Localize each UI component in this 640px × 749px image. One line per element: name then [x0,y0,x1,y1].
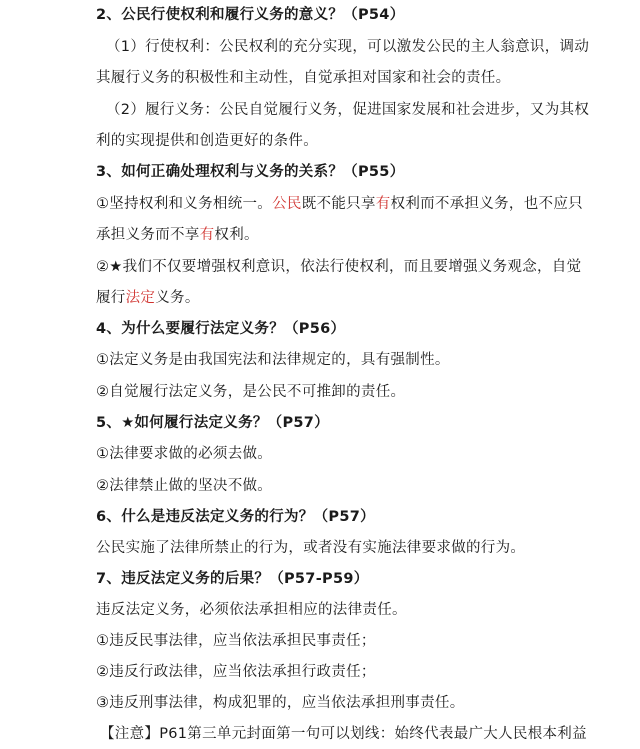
section-3-text: 履行 [96,290,126,306]
section-7-line-4: ③违反刑事法律，构成犯罪的，应当依法承担刑事责任。 [96,695,465,711]
section-5-line-2: ②法律禁止做的坚决不做。 [96,478,273,494]
section-3-point-2-line-1: ②★我们不仅要增强权利意识，依法行使权利，而且要增强义务观念，自觉 [96,259,582,275]
section-2-line-1: （1）行使权利：公民权利的充分实现，可以激发公民的主人翁意识，调动 [106,39,590,55]
section-2-line-4: 利的实现提供和创造更好的条件。 [96,133,318,149]
note-text: 【注意】P61第三单元封面第一句可以划线：始终代表最广大人民根本利益 [100,726,587,742]
section-6-line-1: 公民实施了法律所禁止的行为，或者没有实施法律要求做的行为。 [96,540,526,556]
section-6-heading: 6、什么是违反法定义务的行为？（P57） [96,509,375,525]
highlight-text: 有 [199,227,215,243]
section-4-line-1: ①法定义务是由我国宪法和法律规定的，具有强制性。 [96,352,450,368]
section-7-heading: 7、违反法定义务的后果？（P57-P59） [96,571,369,587]
highlight-text: 有 [375,196,391,212]
section-3-point-1-line-1 [96,194,600,214]
section-3-point-1-line-2 [96,225,600,245]
section-3-point-2-line-2 [96,288,600,308]
highlight-text: 法定 [125,290,156,306]
section-3-text: 承担义务而不享 [96,227,200,243]
section-2-heading: 2、公民行使权利和履行义务的意义？（P54） [96,7,405,23]
section-7-line-3: ②违反行政法律，应当依法承担行政责任； [96,664,376,680]
section-7-line-2: ①违反民事法律，应当依法承担民事责任； [96,633,376,649]
section-2-line-2: 其履行义务的积极性和主动性，自觉承担对国家和社会的责任。 [96,70,511,86]
section-7-line-1: 违反法定义务，必须依法承担相应的法律责任。 [96,602,407,618]
section-2-line-3: （2）履行义务：公民自觉履行义务，促进国家发展和社会进步，又为其权 [106,102,590,118]
section-5-line-1: ①法律要求做的必须去做。 [96,446,273,462]
section-3-text: 权利而不承担义务，也不应只 [390,196,583,212]
section-4-heading: 4、为什么要履行法定义务？（P56） [96,321,346,337]
section-5-heading: 5、★如何履行法定义务？（P57） [96,415,329,431]
section-3-heading: 3、如何正确处理权利与义务的关系？（P55） [96,164,405,180]
section-3-text: 既不能只享 [301,196,376,212]
section-3-text: ①坚持权利和义务相统一。 [96,196,273,212]
section-3-text: 义务。 [155,290,200,306]
section-3-text: 权利。 [214,227,259,243]
highlight-text: 公民 [272,196,302,212]
section-4-line-2: ②自觉履行法定义务，是公民不可推卸的责任。 [96,384,406,400]
